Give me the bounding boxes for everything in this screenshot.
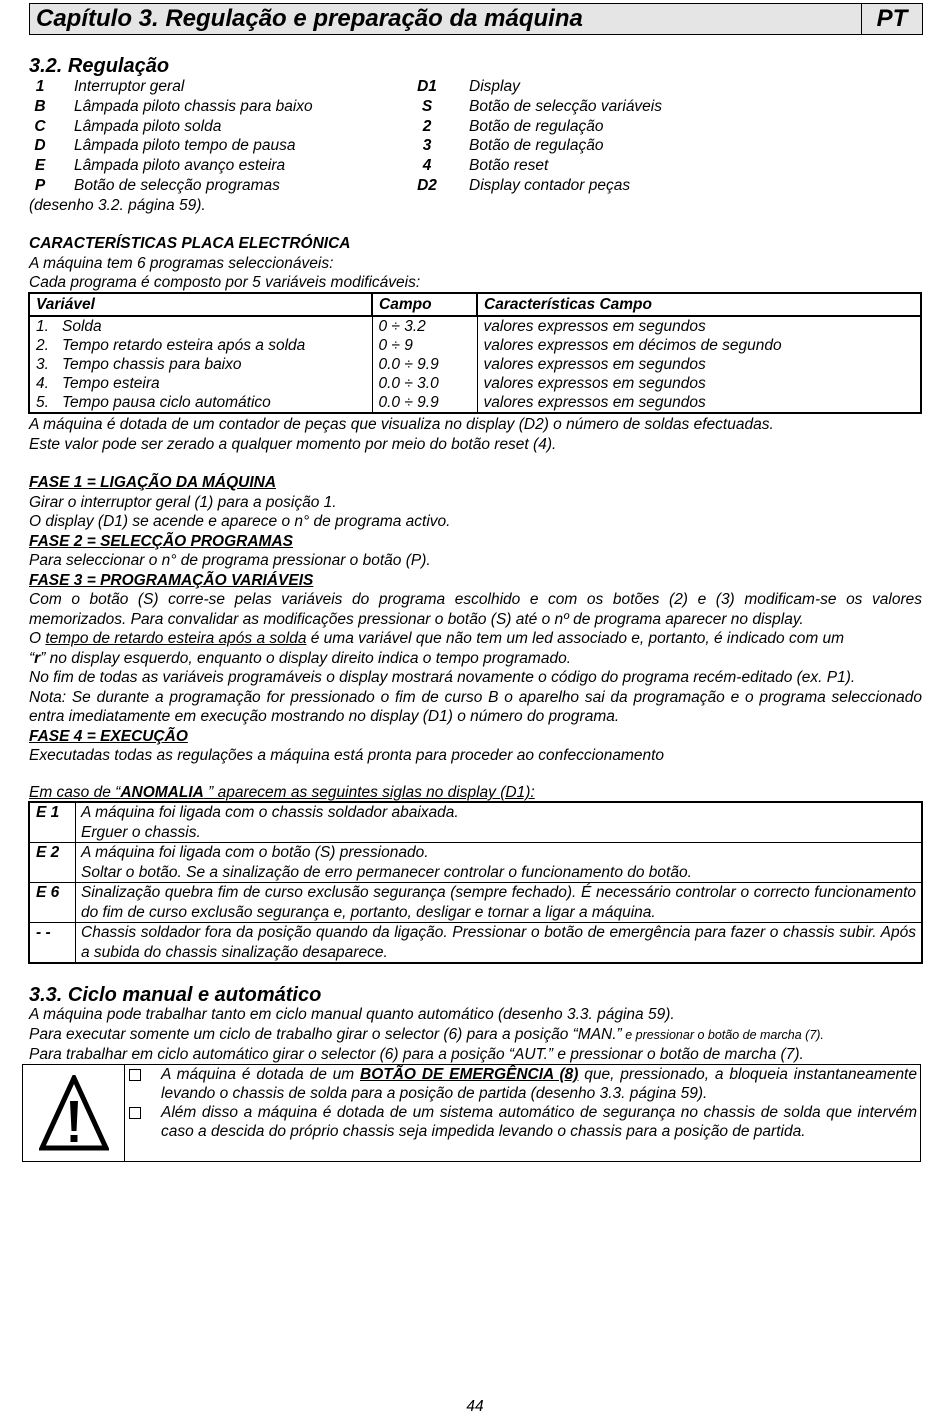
anomaly-line-1: A máquina foi ligada com o chassis soldador abaixada. [81, 804, 459, 821]
legend-label: Lâmpada piloto solda [74, 117, 222, 135]
anomaly-row [29, 923, 922, 964]
characteristics-cell: valores expressos em segundos [483, 394, 706, 411]
anomaly-table [28, 801, 923, 964]
anomaly-description [76, 843, 923, 883]
phase-3-p2-underlined: tempo de retardo esteira após a solda [45, 630, 307, 647]
warning-item-2: Além disso a máquina é dotada de um sistema automático de segurança no chassis de solda que intervém caso a descida do próprio chassis seja impedida levando o chassis para a posição de partida. [161, 1104, 917, 1140]
legend-label: Lâmpada piloto chassis para baixo [74, 97, 313, 115]
anomaly-line-1: Chassis soldador fora da posição quando da ligação. Pressionar o botão de emergência para fazer o chassis subir. Após a subida do chassis sinalização desaparece. [81, 924, 916, 961]
variable-number: 2. [36, 337, 49, 354]
characteristics-cell: valores expressos em décimos de segundo [483, 337, 782, 354]
phase-1-title: FASE 1 = LIGAÇÃO DA MÁQUINA [29, 474, 277, 491]
characteristics-cell: valores expressos em segundos [483, 375, 706, 392]
variable-number: 4. [36, 375, 49, 392]
cycle-line-2-small: e pressionar o botão de marcha (7). [621, 1027, 824, 1042]
phase-3-paragraph-4: Nota: Se durante a programação for pressionado o fim de curso B o aparelho sai da programação e o programa seleccionado entra imediatamente em execução mostrando no display (D1) o número do programa. [29, 688, 922, 725]
page-number: 44 [466, 1398, 484, 1415]
table-row [29, 336, 921, 355]
legend-item [29, 77, 313, 97]
range-cell: 0.0 ÷ 9.9 [372, 393, 477, 413]
counter-line-1: A máquina é dotada de um contador de peças que visualiza no display (D2) o número de soldas efectuadas. [29, 416, 774, 433]
header-variable: Variável [29, 293, 372, 316]
phase-3-p2-open-quote: “ [29, 649, 35, 667]
warning-icon-cell [23, 1065, 125, 1161]
phase-3-p2-start: O [29, 630, 46, 647]
variable-name: Tempo pausa ciclo automático [62, 394, 271, 411]
phase-3-paragraph-1: Com o botão (S) corre-se pelas variáveis do programa escolhido e com os botões (2) e (3) modificam-se os valores memorizados. Para convalidar as modificações pressionar o botão (S) até o nº de programa aparecer no display. [29, 591, 922, 628]
variable-number: 1. [36, 318, 49, 335]
phase-3-p2-middle: é uma variável que não tem um led associado e, portanto, é indicado com um [306, 630, 845, 647]
legend-item [411, 117, 662, 137]
cycle-text [29, 1005, 922, 1065]
legend-item [29, 136, 313, 156]
legend-left [29, 77, 313, 196]
counter-info [29, 415, 922, 454]
section-heading-3-2: 3.2. Regulação [29, 55, 170, 77]
legend-label: Botão reset [469, 157, 549, 175]
table-row [29, 316, 921, 336]
cycle-line-3: Para trabalhar em ciclo automático girar o selector (6) para a posição “AUT.” e pressionar o botão de marcha (7). [29, 1046, 804, 1063]
section-heading-3-3: 3.3. Ciclo manual e automático [29, 984, 322, 1006]
range-cell: 0 ÷ 3.2 [372, 316, 477, 336]
legend-key: P [34, 176, 46, 194]
cycle-line-2-main: Para executar somente um ciclo de trabalho girar o selector (6) para a posição “MAN.” [29, 1025, 622, 1043]
warning-item-1-start: A máquina é dotada de um [161, 1066, 361, 1083]
drawing-reference-text: (desenho 3.2. página 59). [29, 197, 206, 214]
phase-4-line-1: Executadas todas as regulações a máquina está pronta para proceder ao confeccionamento [29, 747, 665, 764]
anomaly-line-1: A máquina foi ligada com o botão (S) pressionado. [81, 844, 429, 861]
table-row [29, 374, 921, 393]
legend-key: E [34, 157, 46, 175]
legend-key: 2 [422, 117, 432, 135]
legend-item [29, 156, 313, 176]
anomaly-line-1: Sinalização quebra fim de curso exclusão segurança (sempre fechado). É necessário controlar o correcto funcionamento do fim de curso exclusão segurança e, portanto, desligar e tornar a ligar a máquina. [81, 884, 916, 921]
legend-label: Display [469, 78, 520, 95]
range-cell: 0.0 ÷ 9.9 [372, 355, 477, 374]
legend-item [411, 77, 662, 97]
board-title: CARACTERÍSTICAS PLACA ELECTRÓNICA [29, 235, 351, 252]
phases [29, 473, 922, 766]
variables-table [28, 292, 922, 414]
legend-item [29, 97, 313, 117]
legend-key: B [34, 97, 46, 115]
variable-number: 5. [36, 394, 49, 411]
warning-item [125, 1103, 919, 1141]
variable-cell [29, 393, 372, 413]
anomaly-code: - - [29, 923, 76, 964]
phase-2-title: FASE 2 = SELECÇÃO PROGRAMAS [29, 532, 293, 550]
anomaly-code: E 1 [29, 802, 76, 843]
legend-label: Botão de selecção programas [74, 176, 280, 194]
board-line-1: A máquina tem 6 programas seleccionáveis: [29, 254, 334, 272]
legend-item [411, 97, 662, 117]
warning-item-1-end: que, pressionado, a bloqueia instantaneamente levando o chassis de solda para a posição de partida (desenho 3.3. página 59). [161, 1066, 917, 1102]
chapter-header [29, 3, 923, 35]
legend-key: 1 [35, 78, 45, 95]
anomaly-row [29, 883, 922, 923]
cycle-line-2 [29, 1025, 922, 1046]
anomaly-intro [29, 783, 922, 803]
emergency-button-label: BOTÃO DE EMERGÊNCIA (8) [360, 1066, 579, 1083]
legend-item [411, 156, 662, 176]
table-row [29, 393, 921, 413]
legend-label: Lâmpada piloto tempo de pausa [74, 137, 296, 155]
legend-item [29, 176, 313, 196]
legend-label: Lâmpada piloto avanço esteira [74, 157, 286, 175]
legend-key: D1 [417, 78, 437, 95]
variable-name: Solda [62, 318, 102, 335]
warning-item [125, 1065, 919, 1103]
variable-number: 3. [36, 356, 49, 373]
anomaly-code: E 6 [29, 883, 76, 923]
phase-3-title: FASE 3 = PROGRAMAÇÃO VARIÁVEIS [29, 571, 314, 589]
anomaly-row [29, 802, 922, 843]
legend-item [411, 176, 662, 196]
phase-3-paragraph-3: No fim de todas as variáveis programáveis o display mostrará novamente o código do programa recém-editado (ex. P1). [29, 669, 856, 686]
chapter-title: Capítulo 3. Regulação e preparação da máquina [36, 5, 583, 32]
legend-label: Display contador peças [469, 176, 631, 194]
table-header-row [29, 293, 921, 316]
characteristics-cell: valores expressos em segundos [483, 356, 706, 373]
anomaly-intro-post: ” aparecem as seguintes siglas no display (D1): [203, 784, 535, 801]
anomaly-intro-pre: Em caso de “ [29, 784, 121, 801]
legend-label: Interruptor geral [74, 78, 185, 95]
cycle-line-1: A máquina pode trabalhar tanto em ciclo manual quanto automático (desenho 3.3. página 59). [29, 1006, 675, 1023]
variable-cell [29, 374, 372, 393]
checkbox-bullet-icon [129, 1069, 141, 1081]
phase-3-paragraph-2 [29, 629, 922, 668]
legend-label: Botão de regulação [469, 117, 604, 135]
legend-key: 4 [422, 157, 432, 175]
phase-1-line-1: Girar o interruptor geral (1) para a posição 1. [29, 493, 337, 511]
variable-name: Tempo retardo esteira após a solda [62, 337, 306, 354]
anomaly-line-2: Soltar o botão. Se a sinalização de erro permanecer controlar o funcionamento do botão. [81, 863, 692, 881]
anomaly-description [76, 802, 923, 843]
phase-3-p2-r: r [34, 649, 41, 667]
legend-item [29, 117, 313, 137]
checkbox-bullet-icon [129, 1107, 141, 1119]
legend-right [411, 77, 662, 196]
legend-label: Botão de selecção variáveis [469, 97, 663, 115]
phase-4-title: FASE 4 = EXECUÇÃO [29, 727, 188, 745]
legend-key: C [34, 117, 46, 135]
legend-key: 3 [422, 137, 432, 155]
table-row [29, 355, 921, 374]
variable-name: Tempo chassis para baixo [62, 356, 242, 373]
legend-label: Botão de regulação [469, 137, 604, 155]
board-line-2: Cada programa é composto por 5 variáveis modificáveis: [29, 274, 421, 291]
warning-box [22, 1064, 921, 1162]
header-field: Campo [372, 293, 477, 316]
phase-2-line-1: Para seleccionar o n° de programa pressionar o botão (P). [29, 552, 431, 569]
anomaly-line-2: Erguer o chassis. [81, 823, 201, 841]
anomaly-row [29, 843, 922, 883]
anomaly-description [76, 883, 923, 923]
phase-3-p2-end: ” no display esquerdo, enquanto o display direito indica o tempo programado. [40, 649, 571, 667]
variable-cell [29, 316, 372, 336]
legend-key: D2 [417, 176, 437, 194]
range-cell: 0 ÷ 9 [372, 336, 477, 355]
language-code: PT [861, 4, 922, 34]
variable-cell [29, 355, 372, 374]
legend-key: D [34, 137, 46, 155]
counter-line-2: Este valor pode ser zerado a qualquer momento por meio do botão reset (4). [29, 435, 557, 453]
warning-triangle-icon [39, 1075, 109, 1153]
anomaly-description [76, 923, 923, 964]
board-characteristics [29, 234, 922, 293]
header-field-characteristics: Características Campo [477, 293, 921, 316]
variable-name: Tempo esteira [62, 375, 160, 392]
legend-item [411, 136, 662, 156]
phase-1-line-2: O display (D1) se acende e aparece o n° de programa activo. [29, 513, 451, 530]
warning-items [125, 1065, 919, 1141]
range-cell: 0.0 ÷ 3.0 [372, 374, 477, 393]
anomaly-intro-line [29, 783, 922, 803]
anomaly-word: ANOMALIA [120, 784, 204, 801]
variable-cell [29, 336, 372, 355]
legend-key: S [421, 97, 433, 115]
anomaly-code: E 2 [29, 843, 76, 883]
characteristics-cell: valores expressos em segundos [483, 318, 706, 335]
drawing-reference [29, 196, 922, 216]
